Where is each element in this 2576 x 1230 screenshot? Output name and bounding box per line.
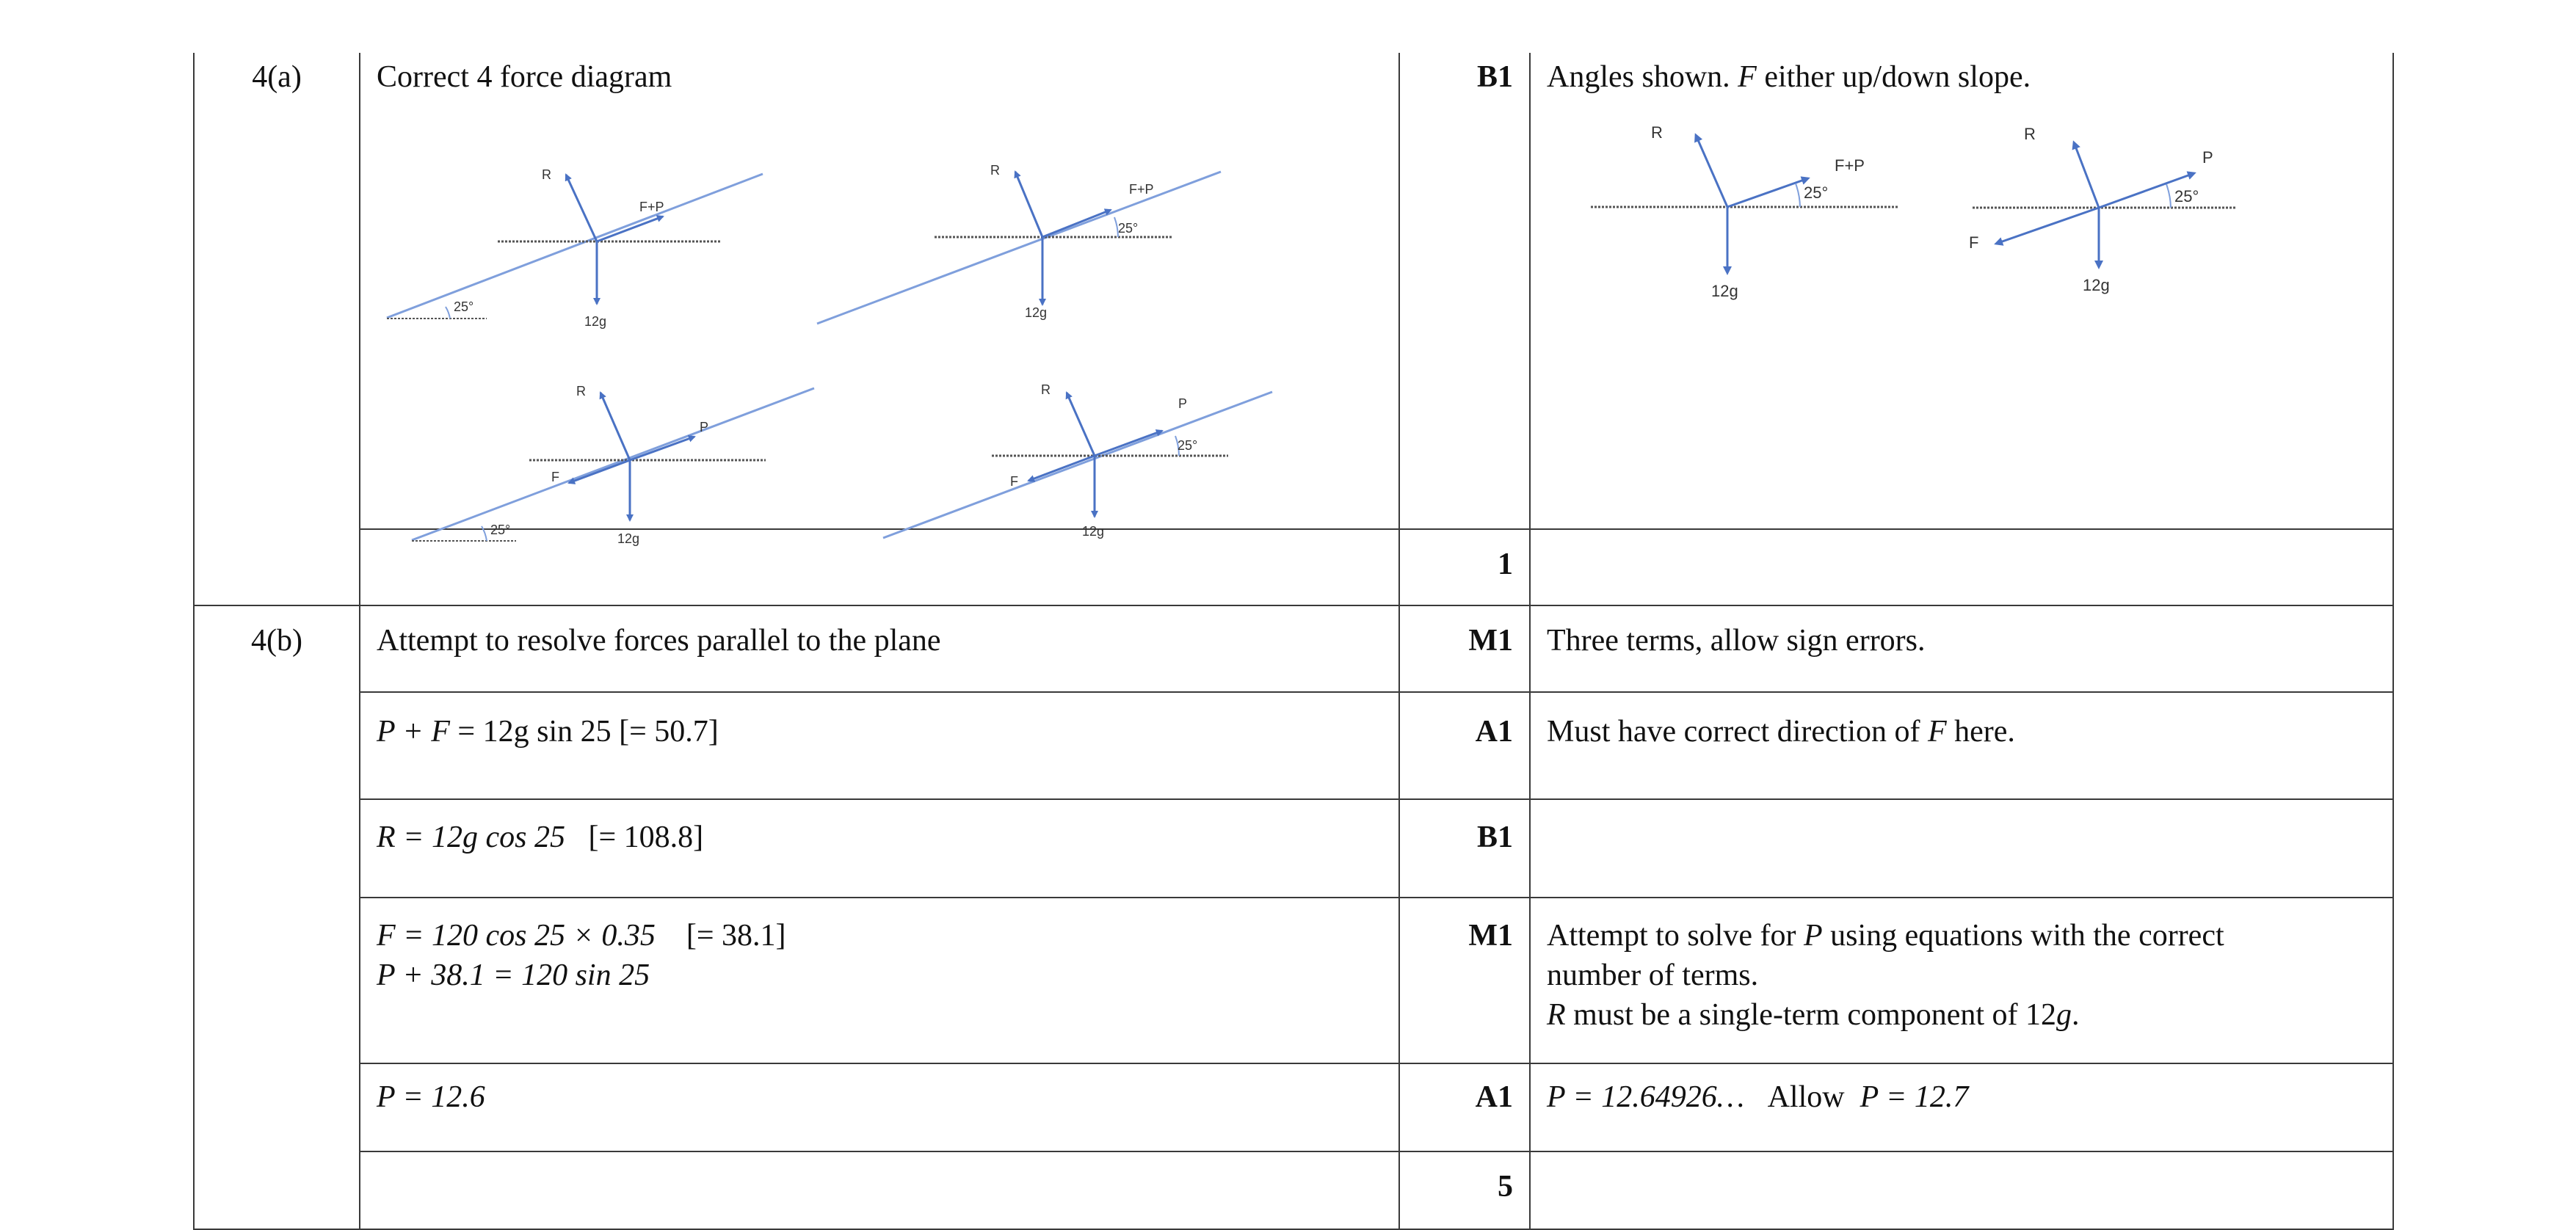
push-label: P bbox=[700, 420, 709, 434]
angle-label: 25° bbox=[1118, 221, 1139, 236]
guidance-diagram-1 bbox=[1591, 123, 1899, 300]
row-4a bbox=[194, 53, 2393, 529]
equation-lhs: P + F bbox=[377, 715, 450, 749]
mark-label: B1 bbox=[1476, 820, 1513, 854]
mark-cell-4a bbox=[1399, 53, 1530, 529]
question-label: 4(b) bbox=[251, 624, 302, 658]
equation-bracket: [= 50.7] bbox=[619, 715, 719, 749]
row-4a-total bbox=[194, 529, 2393, 605]
guidance-text bbox=[1547, 57, 2376, 97]
answer-equation bbox=[360, 1063, 1399, 1151]
equation: P = 12.6 bbox=[377, 1080, 485, 1114]
mark-label: B1 bbox=[1476, 60, 1513, 94]
mark-cell bbox=[1399, 898, 1530, 1063]
equation-bracket: [= 38.1] bbox=[686, 919, 786, 953]
push-label: P bbox=[2202, 148, 2213, 167]
normal-label: R bbox=[1651, 123, 1663, 142]
equation: F = 120 cos 25 × 0.35 bbox=[377, 919, 656, 953]
diagram-1 bbox=[387, 167, 763, 329]
mark-label: M1 bbox=[1468, 919, 1513, 953]
weight-label: 12g bbox=[1711, 282, 1738, 300]
weight-label: 12g bbox=[617, 531, 640, 546]
answer-equation bbox=[360, 799, 1399, 898]
normal-label: R bbox=[542, 167, 551, 182]
angle-label: 25° bbox=[1178, 438, 1198, 453]
guidance-part: either up/down slope. bbox=[1756, 60, 2031, 94]
mark-label: A1 bbox=[1475, 1080, 1513, 1114]
guidance-part: must be a single-term component of 12 bbox=[1565, 998, 2057, 1032]
angle-label: 25° bbox=[454, 299, 474, 314]
mark-cell bbox=[1399, 1063, 1530, 1151]
diagram-4 bbox=[883, 382, 1272, 539]
guidance-line-3 bbox=[1547, 995, 2376, 1035]
guidance-part: Angles shown. bbox=[1547, 60, 1738, 94]
total-label: 5 bbox=[1498, 1170, 1513, 1204]
angle-label: 25° bbox=[490, 523, 511, 537]
guidance-variable: P bbox=[1803, 919, 1823, 953]
answer-text: Correct 4 force diagram bbox=[377, 60, 672, 94]
equation-rhs: = 12g sin 25 bbox=[449, 715, 620, 749]
row-4b-5 bbox=[194, 1063, 2393, 1151]
diagram-3 bbox=[412, 384, 814, 546]
row-4b-3 bbox=[194, 799, 2393, 898]
diagram-2 bbox=[817, 163, 1221, 324]
normal-label: R bbox=[1041, 382, 1051, 397]
answer-cell-4a bbox=[360, 53, 1399, 546]
normal-label: R bbox=[2024, 125, 2036, 143]
normal-label: R bbox=[990, 163, 1000, 178]
angle-label: 25° bbox=[2174, 187, 2199, 205]
equation-line-1 bbox=[377, 916, 1382, 956]
equation-line-2 bbox=[377, 956, 1382, 995]
guidance-variable: R bbox=[1547, 998, 1566, 1032]
question-number-4b bbox=[194, 605, 360, 1229]
answer-force-diagrams bbox=[377, 97, 1382, 546]
mark-label: A1 bbox=[1475, 715, 1513, 749]
weight-label: 12g bbox=[1082, 524, 1105, 539]
guidance-line-1 bbox=[1547, 916, 2376, 956]
friction-label: F bbox=[1969, 233, 1979, 252]
mark-total-4a bbox=[1399, 529, 1530, 605]
guidance-variable: F bbox=[1927, 715, 1947, 749]
guidance-text: Three terms, allow sign errors. bbox=[1547, 624, 1926, 658]
guidance-value: P = 12.7 bbox=[1860, 1080, 1969, 1114]
total-label: 1 bbox=[1498, 547, 1513, 581]
answer-cell bbox=[360, 605, 1399, 692]
guidance-cell-empty bbox=[1530, 529, 2393, 605]
equation: P + 38.1 = 120 sin 25 bbox=[377, 958, 650, 992]
answer-text: Attempt to resolve forces parallel to the plane bbox=[377, 624, 941, 658]
friction-label: F bbox=[1010, 474, 1018, 489]
row-4b-1 bbox=[194, 605, 2393, 692]
weight-label: 12g bbox=[1025, 305, 1048, 320]
guidance-variable: g bbox=[2056, 998, 2072, 1032]
mark-scheme-table bbox=[193, 53, 2394, 1230]
guidance-part: Allow bbox=[1767, 1080, 1845, 1114]
weight-label: 12g bbox=[584, 314, 607, 329]
answer-equation bbox=[360, 692, 1399, 799]
sum-label: F+P bbox=[1835, 156, 1865, 175]
guidance-part: Must have correct direction of bbox=[1547, 715, 1928, 749]
question-label: 4(a) bbox=[252, 60, 302, 94]
mark-total-4b bbox=[1399, 1151, 1530, 1229]
equation-bracket: [= 108.8] bbox=[588, 820, 704, 854]
guidance-diagram-2 bbox=[1969, 125, 2237, 294]
row-4b-2 bbox=[194, 692, 2393, 799]
answer-cell-empty bbox=[360, 1151, 1399, 1229]
friction-label: F bbox=[551, 470, 559, 484]
weight-label: 12g bbox=[2083, 276, 2110, 294]
mark-cell bbox=[1399, 692, 1530, 799]
mark-cell bbox=[1399, 799, 1530, 898]
equation: R = 12g cos 25 bbox=[377, 820, 565, 854]
question-number-4a bbox=[194, 53, 360, 605]
row-4b-4 bbox=[194, 898, 2393, 1063]
guidance-cell bbox=[1530, 898, 2393, 1063]
guidance-cell-4a bbox=[1530, 53, 2393, 529]
guidance-line-2: number of terms. bbox=[1547, 958, 1759, 992]
mark-label: M1 bbox=[1468, 624, 1513, 658]
angle-label: 25° bbox=[1804, 183, 1829, 202]
sum-label: F+P bbox=[1129, 182, 1154, 197]
guidance-variable: F bbox=[1738, 60, 1757, 94]
guidance-part: using equations with the correct bbox=[1822, 919, 2224, 953]
guidance-part: . bbox=[2072, 998, 2080, 1032]
normal-label: R bbox=[576, 384, 586, 399]
guidance-cell-empty bbox=[1530, 799, 2393, 898]
answer-equations bbox=[360, 898, 1399, 1063]
guidance-part: here. bbox=[1946, 715, 2015, 749]
guidance-cell-empty bbox=[1530, 1151, 2393, 1229]
guidance-value: P = 12.64926… bbox=[1547, 1080, 1745, 1114]
mark-cell bbox=[1399, 605, 1530, 692]
guidance-cell bbox=[1530, 692, 2393, 799]
guidance-cell bbox=[1530, 1063, 2393, 1151]
row-4b-total bbox=[194, 1151, 2393, 1229]
sum-label: F+P bbox=[639, 200, 664, 214]
guidance-part: Attempt to solve for bbox=[1547, 919, 1804, 953]
guidance-force-diagrams bbox=[1547, 97, 2376, 310]
push-label: P bbox=[1178, 396, 1188, 411]
guidance-cell bbox=[1530, 605, 2393, 692]
